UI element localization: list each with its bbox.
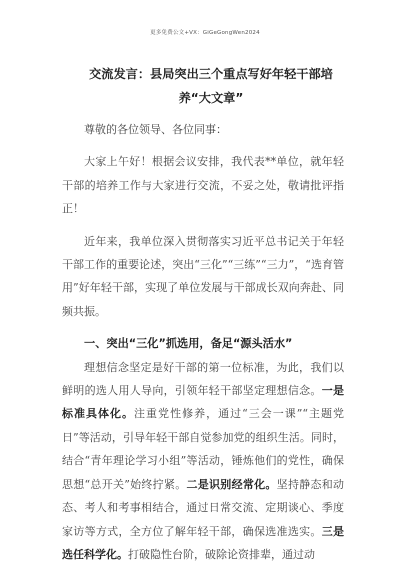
paragraph-text: 理想信念坚定是好干部的第一位标准，为此，我们以鲜明的选人用人导向，引领年轻干部坚定理想信念。 [62, 360, 344, 398]
paragraph-text: 注重党性修养，通过“三会一课”“主题党日”等活动，引导年轻干部自觉参加党的组织生活。同时，结合“青年理论学习小组”等活动，锤炼他们的党性，确保思想“总开关”始终拧紧。 [62, 407, 345, 491]
paragraph-greeting: 大家上午好！根据会议安排，我代表**单位，就年轻干部的培养工作与大家进行交流，不妥之处，敬请批评指正！ [62, 155, 344, 216]
paragraph-section-1 [62, 356, 344, 567]
document-title: 交流发言：县局突出三个重点写好年轻干部培养“大文章” [89, 67, 333, 105]
bold-lead-identify: 二是识别经常化。 [186, 477, 277, 491]
header-watermark: 更多免费公文+VX：GiGeGongWen2024 [150, 30, 260, 36]
section-heading-1 [62, 332, 344, 355]
document-body [62, 62, 344, 566]
paragraph-text: 坚持静态和动态、考人和考事相结合，通过日常交流、定期谈心、季度家访等方式，全方位了解年轻干部，确保选准选实。 [62, 477, 345, 538]
section-heading-1-text: 一、突出“三化”抓选用，备足“源头活水” [84, 337, 293, 351]
salutation: 尊敬的各位领导、各位同事： [84, 123, 227, 136]
paragraph-text: 打破隐性台阶，破除论资排辈，通过动 [128, 547, 315, 561]
paragraph-overview: 近年来，我单位深入贯彻落实习近平总书记关于年轻干部工作的重要论述，突出“三化”“三练”“三力”，“选育管用”好年轻干部，实现了单位发展与干部成长双向奔赴、同频共振。 [62, 234, 344, 318]
bold-lead-standard: 一是标准具体化。 [62, 384, 345, 421]
bold-lead-select: 三是选任科学化。 [62, 524, 345, 561]
